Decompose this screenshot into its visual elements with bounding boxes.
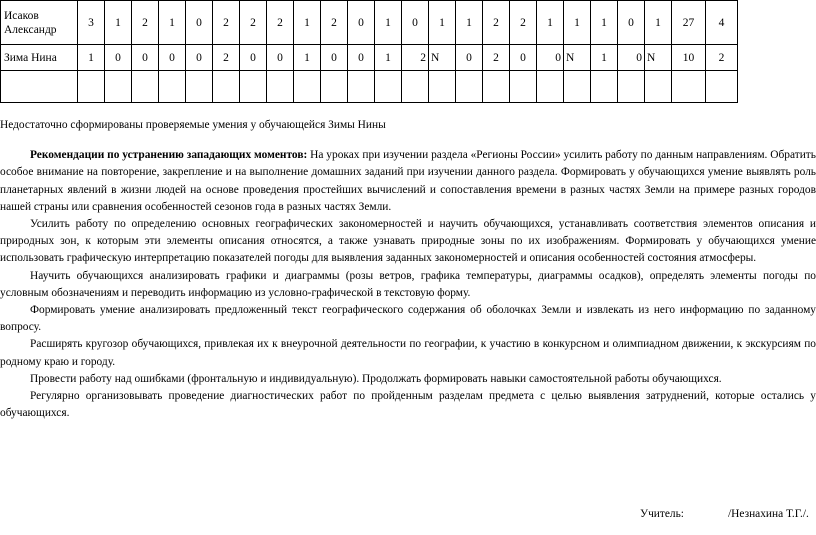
score-cell: 0	[348, 45, 375, 71]
score-cell: 2	[267, 1, 294, 45]
score-cell	[78, 71, 105, 103]
student-name	[1, 71, 78, 103]
score-cell: 0	[348, 1, 375, 45]
recommendations-title: Рекомендации по устранению западающих моментов:	[30, 149, 308, 162]
score-cell	[645, 71, 672, 103]
table-row	[1, 71, 738, 103]
score-cell: 1	[564, 1, 591, 45]
score-cell: 0	[105, 45, 132, 71]
grade-cell: 4	[706, 1, 738, 45]
table-row	[1, 45, 738, 71]
score-cell	[510, 71, 537, 103]
score-cell: 1	[456, 1, 483, 45]
score-cell: 2	[213, 1, 240, 45]
score-cell: 3	[78, 1, 105, 45]
score-cell	[348, 71, 375, 103]
report-body	[0, 117, 816, 422]
score-cell: 0	[321, 45, 348, 71]
score-cell: 2	[402, 45, 429, 71]
score-cell	[429, 71, 456, 103]
score-cell	[294, 71, 321, 103]
score-cell	[321, 71, 348, 103]
score-cell	[132, 71, 159, 103]
score-cell: 1	[294, 45, 321, 71]
score-cell	[402, 71, 429, 103]
score-cell: 1	[375, 45, 402, 71]
score-cell: 1	[159, 1, 186, 45]
score-cell: 1	[294, 1, 321, 45]
score-cell: 2	[240, 1, 267, 45]
score-cell	[105, 71, 132, 103]
score-cell: 0	[456, 45, 483, 71]
score-cell	[240, 71, 267, 103]
paragraph: Формировать умение анализировать предложенный текст географического содержания об оболочках Земли и извлекать из него информацию по заданному вопросу.	[0, 304, 816, 334]
paragraph: Расширять кругозор обучающихся, привлекая их к внеурочной деятельности по географии, к участию в конкурсном и олимпиадном движении, к экскурсиям по родному краю и городу.	[0, 338, 816, 368]
grade-cell	[706, 71, 738, 103]
total-score-cell	[672, 71, 706, 103]
recommendations-paragraph	[0, 147, 816, 216]
paragraph: Регулярно организовывать проведение диагностических работ по пройденным разделам предмета с целью выявления затруднений, которые остались у обучающихся.	[0, 390, 816, 420]
score-cell: 0	[186, 45, 213, 71]
paragraph: Провести работу над ошибками (фронтальную и индивидуальную). Продолжать формировать навыки самостоятельной работы обучающихся.	[30, 372, 722, 385]
results-table	[0, 0, 738, 103]
score-cell: 0	[159, 45, 186, 71]
score-cell: N	[429, 45, 456, 71]
score-cell: 1	[591, 1, 618, 45]
score-cell: 2	[321, 1, 348, 45]
score-cell: N	[564, 45, 591, 71]
score-cell: 1	[645, 1, 672, 45]
score-cell: 0	[618, 45, 645, 71]
score-cell: 0	[132, 45, 159, 71]
score-cell	[213, 71, 240, 103]
score-cell: 0	[267, 45, 294, 71]
total-score-cell: 27	[672, 1, 706, 45]
score-cell	[186, 71, 213, 103]
score-cell: 0	[537, 45, 564, 71]
score-cell: 1	[537, 1, 564, 45]
score-cell: 0	[510, 45, 537, 71]
intro-line: Недостаточно сформированы проверяемые умения у обучающейся Зимы Нины	[0, 119, 386, 131]
score-cell: 2	[213, 45, 240, 71]
score-cell: 1	[78, 45, 105, 71]
score-cell: 0	[618, 1, 645, 45]
grade-cell: 2	[706, 45, 738, 71]
paragraph: Усилить работу по определению основных географических закономерностей и научить обучающихся, устанавливать соответствия элементов описания и природных зон, к которым эти элементы описания относятся, а также узнавать природные зоны по их изображениям. Формировать у обучающихся умение использовать графическую интерпретацию показателей погоды для выявления заданных закономерностей и описания особенностей состояния атмосферы.	[0, 218, 816, 265]
score-cell	[456, 71, 483, 103]
score-cell	[618, 71, 645, 103]
paragraph: Научить обучающихся анализировать графики и диаграммы (розы ветров, графика температуры, диаграммы осадков), определять элементы погоды по условным обозначениям и переводить информацию из условно-графической в текстовую форму.	[0, 269, 816, 299]
score-cell: 0	[240, 45, 267, 71]
score-cell: 2	[483, 45, 510, 71]
student-name: Исаков Александр	[1, 1, 78, 45]
total-score-cell: 10	[672, 45, 706, 71]
score-cell: 0	[402, 1, 429, 45]
score-cell	[564, 71, 591, 103]
score-cell: 0	[186, 1, 213, 45]
score-cell: 2	[132, 1, 159, 45]
score-cell: 2	[510, 1, 537, 45]
student-name: Зима Нина	[1, 45, 78, 71]
score-cell: 2	[483, 1, 510, 45]
score-cell: 1	[591, 45, 618, 71]
score-cell	[483, 71, 510, 103]
recommendations-text: На уроках при изучении раздела «Регионы России» усилить работу по данным направлениям. Обратить особое внимание на повторение, закрепление и на выполнение домашних заданий при изучении данного раздела. Формировать у обучающихся умение выявлять роль планетарных явлений в жизни людей на основе проведения простейших вычислений и сопоставления времени в разных частях Земли на примере разных городов нашей страны или сравнения особенностей сезонов года в разных частях Земли.	[0, 149, 816, 213]
score-cell	[159, 71, 186, 103]
score-cell	[375, 71, 402, 103]
score-cell	[591, 71, 618, 103]
score-cell	[267, 71, 294, 103]
score-cell: 1	[429, 1, 456, 45]
score-cell: 1	[375, 1, 402, 45]
score-cell: N	[645, 45, 672, 71]
table-row	[1, 1, 738, 45]
score-cell: 1	[105, 1, 132, 45]
signature-label: Учитель:	[640, 508, 684, 520]
score-cell	[537, 71, 564, 103]
signature-name: /Незнахина Т.Г./.	[728, 508, 809, 520]
